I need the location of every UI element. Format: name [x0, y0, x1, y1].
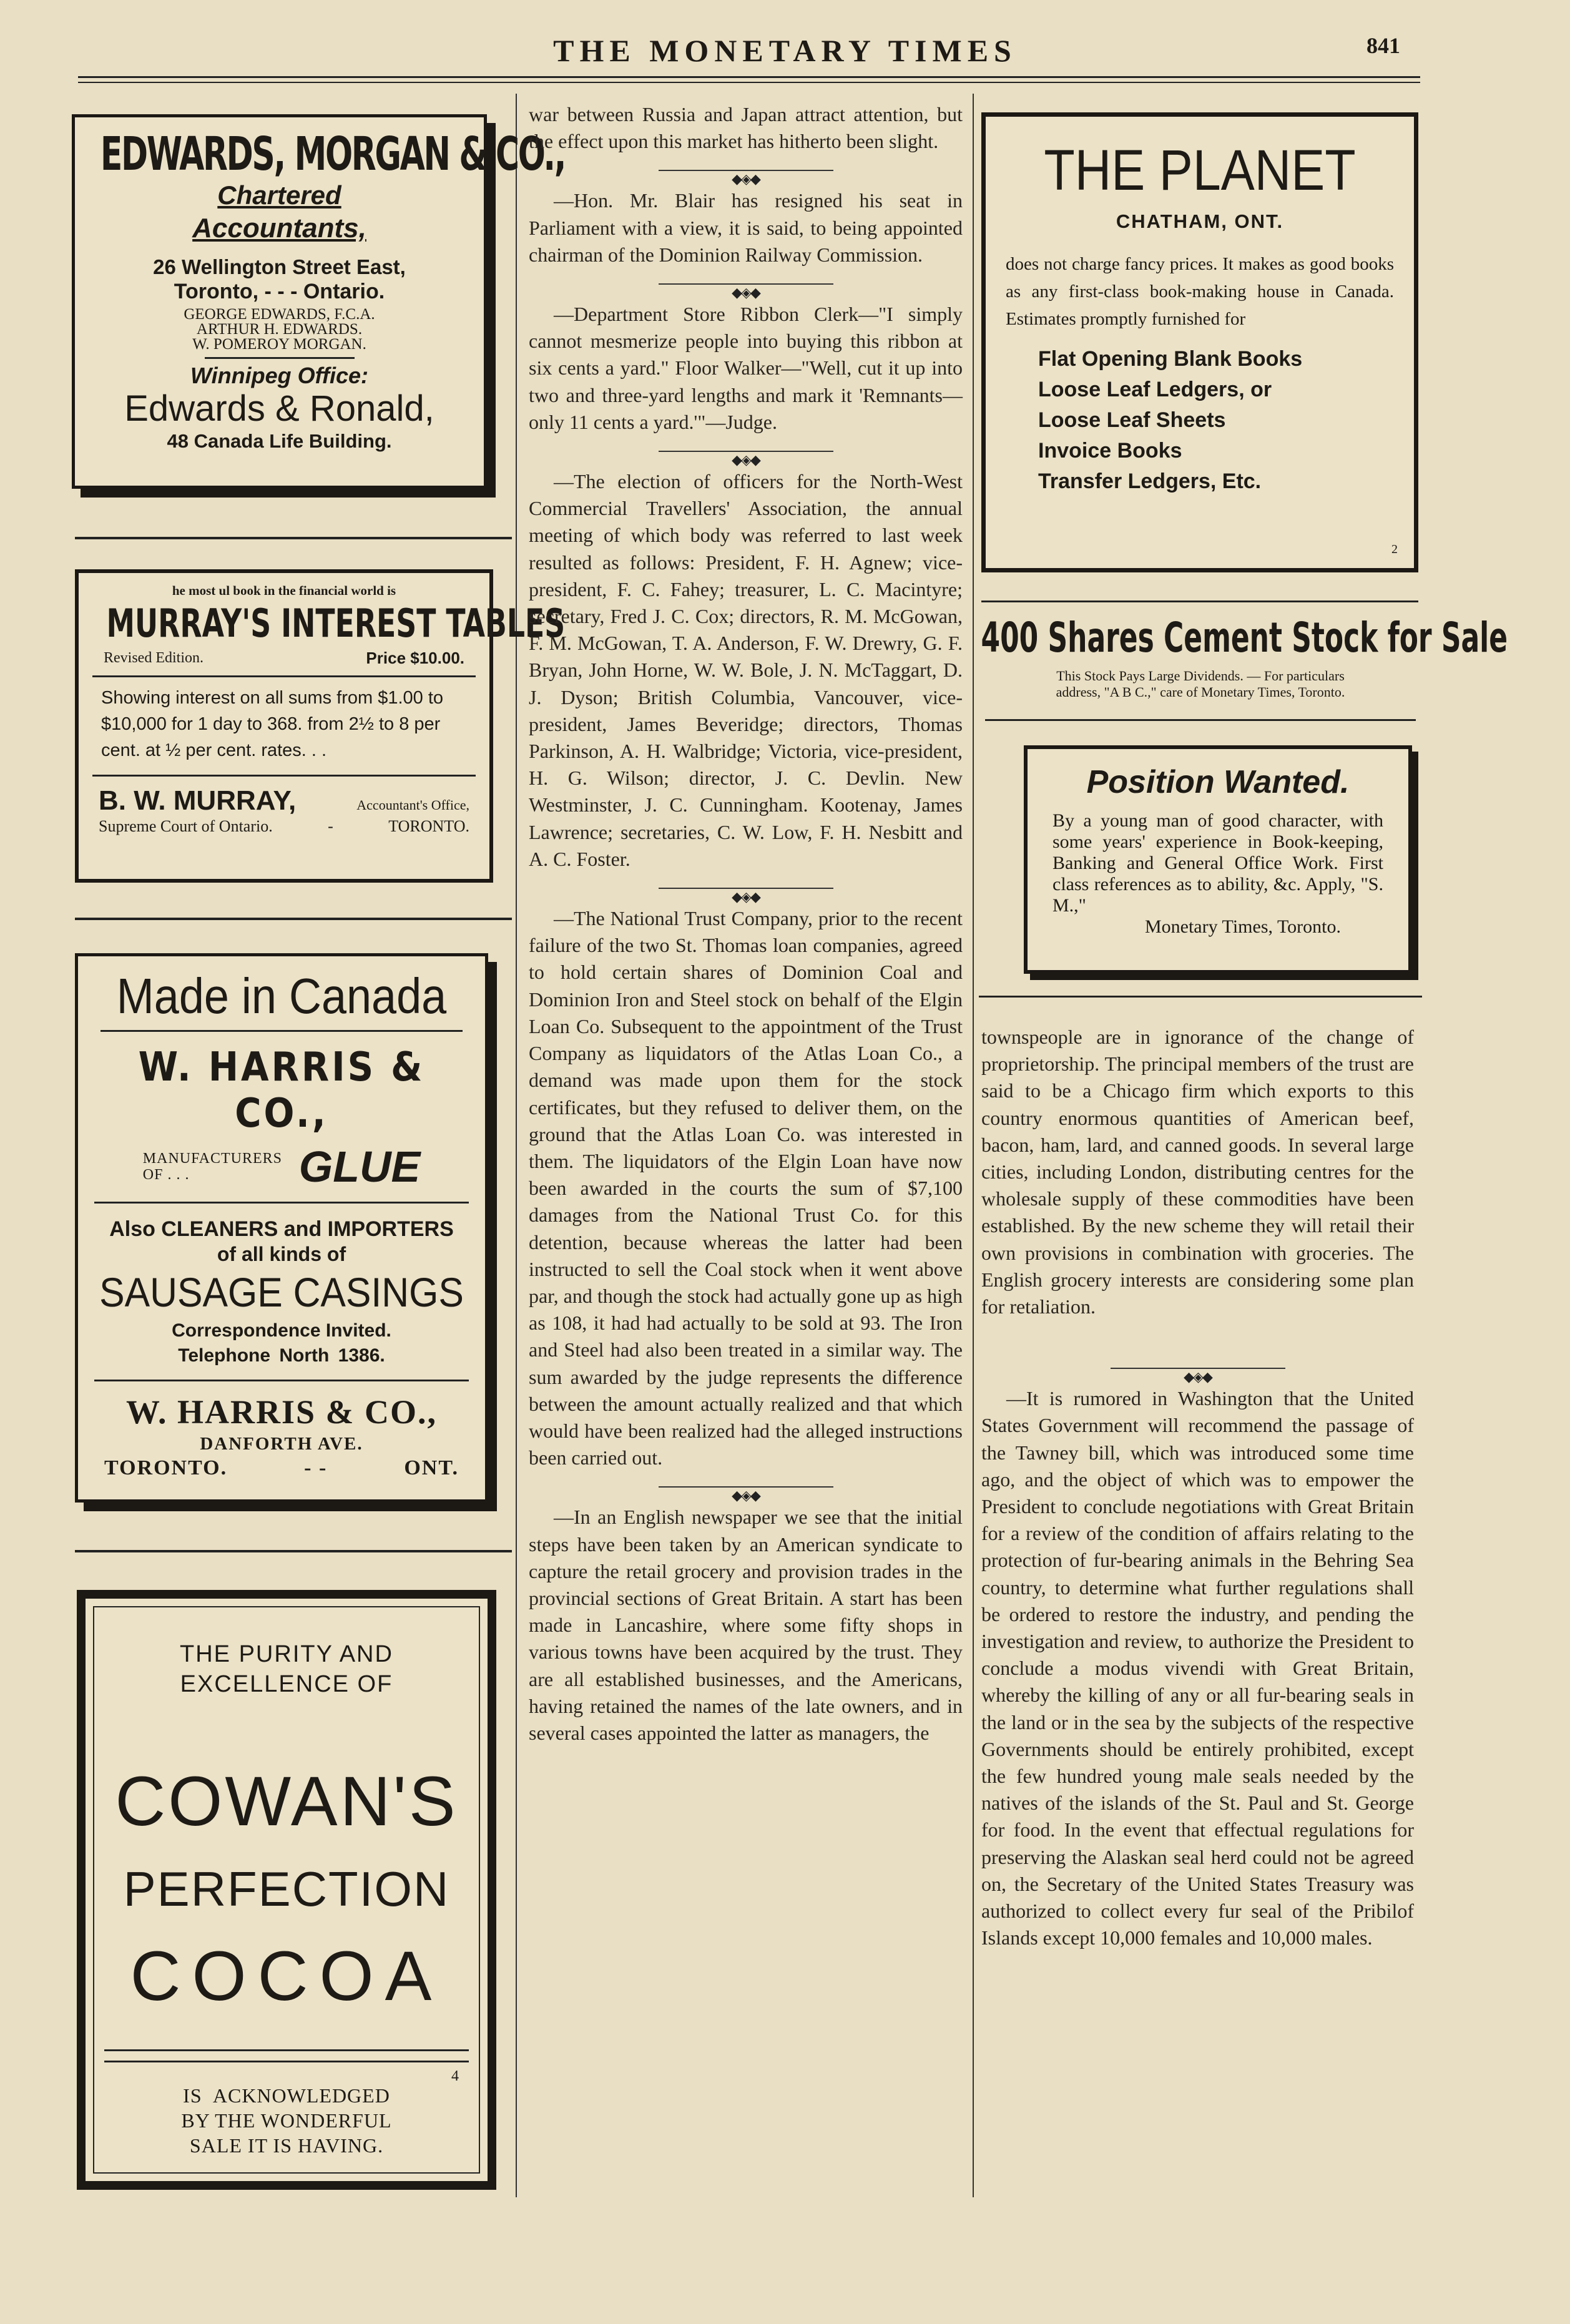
ad-murray-title: MURRAY'S INTEREST TABLES	[106, 601, 566, 646]
ad-cement-line2: address, "A B C.," care of Monetary Times, Toronto.	[1056, 684, 1345, 700]
ad-murray-name: B. W. MURRAY,	[99, 785, 297, 816]
ad-cowan-rule	[104, 2049, 469, 2051]
ad-cowan-ack: IS ACKNOWLEDGED	[183, 2084, 390, 2107]
column-3-articles	[981, 1024, 1414, 1952]
ad-cowan-wonderful: BY THE WONDERFUL	[181, 2109, 392, 2132]
ad-harris-rule-3	[94, 1380, 469, 1381]
ad-murray	[75, 569, 566, 883]
ad-planet-items	[1006, 344, 1394, 497]
article-travellers-association: —The election of officers for the North-West Commercial Travellers' Association, the annual meeting of which body was referred to last week resulted as follows: President, F. H. Agnew; vice-president, F. C. Fahey; treasurer, L. C. Macintyre; secretary, Fred J. C. Cox; directors, R. M. McGowan, F. M. McGowan, T. A. Anderson, F. W. Drewry, G. F. Bryan, John Horne, W. W. Bole, J. N. McTaggart, D. J. Dyson; British Columbia, Vancouver, vice-president, James Beveridge; directors, Thomas Parkinson, A. H. Walbridge; Victoria, vice-president, H. G. Wilson; director, J. C. Devlin. New Westminster, J. C. Cunningham. Kootenay, James Lawrence; secretaries, C. W. Low, F. H. Nesbitt and A. C. Foster.	[529, 470, 963, 870]
page-number: 841	[1366, 33, 1400, 58]
article-ribbon-clerk: —Department Store Ribbon Clerk—"I simply cannot mesmerize people into buying this ribbon at six cents a yard." Floor Walker—"Well, cut it up into two and three-yard lengths and mark it 'Remnants—only 11 cents a yard.'"—Judge.	[529, 303, 963, 433]
ad-position-title: Position Wanted.	[1086, 764, 1350, 800]
ad-harris-headline: Made in Canada	[116, 968, 447, 1024]
ad-harris-company: W. HARRIS & CO.,	[138, 1044, 425, 1137]
ad-planet-item: Transfer Ledgers, Etc.	[1038, 469, 1262, 493]
ad-harris-correspondence: Correspondence Invited.	[172, 1320, 391, 1341]
ad-edwards-partner1: GEORGE EDWARDS, F.C.A.	[184, 306, 375, 323]
header-rule	[78, 76, 1420, 78]
col1-separator-1	[75, 537, 512, 539]
ornament-1: ◆◈◆	[529, 164, 963, 177]
ad-cowan-purity: THE PURITY AND	[180, 1641, 393, 1667]
ad-murray-price: Price $10.00.	[366, 649, 464, 667]
ornament-3: ◆◈◆	[529, 444, 963, 458]
ad-murray-court-row	[92, 816, 476, 836]
col3-separator-3	[979, 996, 1422, 998]
ad-harris-rule	[101, 1030, 463, 1032]
article-english-newspaper: —In an English newspaper we see that the initial steps have been taken by an American syndicate to capture the retail grocery and provision trades in the provincial sections of Great Britain. A start has been made in Lancashire, where some fifty shops in various towns have been acquired by the trust. They are all established businesses, and the Americans, having retained the names of the late owners, and in several cases appointed the latter as managers, the	[529, 1506, 963, 1744]
col3-separator-2	[985, 719, 1416, 721]
ad-harris-cleaners: Also CLEANERS and IMPORTERS	[109, 1217, 454, 1241]
ad-murray-office: Accountant's Office,	[356, 797, 469, 813]
ad-planet-mark: 2	[1391, 542, 1398, 556]
ad-position-wanted	[1024, 745, 1412, 974]
ad-edwards-partner3: W. POMEROY MORGAN.	[192, 336, 366, 353]
ad-harris-of-all: of all kinds of	[217, 1243, 346, 1265]
ad-harris	[75, 953, 488, 1503]
ad-harris-telephone: Telephone North 1386.	[178, 1345, 385, 1366]
ornament-6: ◆◈◆	[981, 1361, 1414, 1375]
ad-edwards-office-address: 48 Canada Life Building.	[167, 430, 392, 452]
ad-edwards-line1: Chartered	[217, 180, 341, 210]
article-grocery-trust: townspeople are in ignorance of the change of proprietorship. The principal members of the trust are said to be a Chicago firm which exports to this country enormous quantities of American beef, bacon, ham, lard, and canned goods. In several large cities, including London, distributing centres for the wholesale supply of these commodities have been established. By the new scheme they will retail their own provisions in combination with groceries. The English grocery interests are considering some plan for retaliation.	[981, 1026, 1414, 1318]
ad-edwards-name: EDWARDS, MORGAN & CO.,	[100, 127, 566, 181]
ornament-4: ◆◈◆	[529, 881, 963, 895]
article-national-trust: —The National Trust Company, prior to the recent failure of the two St. Thomas loan companies, agreed to hold certain shares of Dominion Coal and Dominion Iron and Steel stock on behalf of the Elgin Loan Co. Subsequent to the appointment of the Trust Company as liquidators of the Atlas Loan Co., a demand was made upon them for the stock certificates, but they refused to deliver them, on the ground that the Atlas Loan Co. was interested in them. The liquidators of the Elgin Loan have now been awarded in the courts the sum of $7,100 damages from the National Trust Co. for this detention, because whereas the latter had been instructed to sell the Coal stock when it went above par, and though the stock had actually gone up as high as 108, it had had actually to be sold at 93. The Iron and Steel had also been treated in a similar way. The sum awarded by the judge represents the difference between the amount actually realized and that which would have been realized had the alleged instructions been carried out.	[529, 907, 963, 1469]
ad-murray-dash: -	[328, 817, 333, 835]
ad-planet-title: THE PLANET	[1044, 139, 1356, 202]
ad-cowan-rule-2	[104, 2061, 469, 2062]
ad-planet-item: Invoice Books	[1038, 439, 1182, 463]
col1-separator-3	[75, 1550, 512, 1552]
ad-cowan-cocoa: COCOA	[130, 1937, 443, 2015]
ad-murray-court: Supreme Court of Ontario.	[99, 817, 273, 835]
ad-harris-city-row	[94, 1456, 469, 1480]
ad-cowan-brand: COWAN'S	[115, 1762, 458, 1840]
ad-cement	[979, 612, 1508, 700]
ad-cement-title: 400 Shares Cement Stock for Sale	[981, 614, 1508, 662]
ad-harris-street: DANFORTH AVE.	[200, 1434, 363, 1454]
col3-separator-1	[981, 601, 1418, 602]
ad-harris-glue-row	[94, 1142, 469, 1192]
ad-cowan-sale: SALE IT IS HAVING.	[189, 2134, 384, 2157]
ad-murray-name-row	[92, 785, 476, 816]
ad-edwards-morgan	[72, 114, 566, 489]
ad-planet-item: Flat Opening Blank Books	[1038, 347, 1303, 371]
column-rule-1	[516, 94, 517, 2197]
ad-edwards-office-head: Winnipeg Office:	[190, 363, 368, 388]
ad-cowan-perfection: PERFECTION	[123, 1861, 450, 1916]
ad-edwards-line2: Accountants,	[192, 213, 366, 243]
ornament-5: ◆◈◆	[529, 1480, 963, 1494]
ad-murray-city: TORONTO.	[388, 817, 469, 835]
ad-murray-desc: Showing interest on all sums from $1.00 to $10,000 for 1 day to 368. from 2½ to 8 per cent. at ½ per cent. rates. . .	[101, 688, 444, 760]
ad-cement-line1: This Stock Pays Large Dividends. — For particulars	[1056, 668, 1345, 684]
ad-edwards-office-name: Edwards & Ronald,	[124, 388, 434, 429]
column-rule-2	[973, 94, 974, 2197]
article-tawney-bill: —It is rumored in Washington that the United States Government will recommend the passage of the Tawney bill, which was introduced some time ago, and the object of which was to empower the President to conclude negotiations with Great Britain for a review of the condition of affairs relating to the protection of fur-bearing animals in the Behring Sea country, to determine what further regulations shall be ordered to restore the industry, and pending the investigation and review, to authorize the President to conclude a modus vivendi with Great Britain, whereby the killing of any or all fur-bearing seals in the land or in the sea by the subjects of the respective Governments should be entirely prohibited, except the few hundred young male seals needed by the natives of the islands of the St. Paul and St. George for food. In the event that effectual regulations for preserving the Alaskan seal herd could not be agreed on, the Secretary of the United States Treasury was authorized to collect every fur seal of the Pribilof Islands except 10,000 females and 10,000 males.	[981, 1387, 1414, 1949]
ad-edwards-address2: Toronto, - - - Ontario.	[174, 280, 385, 303]
ad-harris-rule-2	[94, 1202, 469, 1204]
ad-edwards-rule	[205, 357, 355, 359]
ad-planet	[981, 112, 1418, 572]
ornament-2: ◆◈◆	[529, 277, 963, 291]
ad-harris-company2: W. HARRIS & CO.,	[125, 1393, 438, 1431]
column-2-articles	[529, 101, 963, 1747]
ad-murray-edition: Revised Edition.	[104, 650, 204, 666]
ad-edwards-address1: 26 Wellington Street East,	[153, 255, 406, 278]
ad-murray-edition-row	[92, 648, 476, 668]
masthead-title: THE MONETARY TIMES	[553, 33, 1017, 68]
ad-cowan	[77, 1590, 496, 2190]
article-russia-japan: war between Russia and Japan attract attention, but the effect upon this market has hitherto been slight.	[529, 103, 963, 153]
ad-edwards-partner2: ARTHUR H. EDWARDS.	[196, 321, 363, 338]
ad-position-body: By a young man of good character, with some years' experience in Book-keeping, Banking and General Office Work. First class references as to ability, &c. Apply, "S. M.,"	[1052, 810, 1383, 916]
ad-murray-rule	[92, 675, 476, 677]
article-blair: —Hon. Mr. Blair has resigned his seat in Parliament with a view, it is said, to being appointed chairman of the Dominion Railway Commission.	[529, 189, 963, 266]
ad-position-footer: Monetary Times, Toronto.	[1144, 916, 1342, 937]
ad-harris-city: TORONTO.	[104, 1456, 228, 1479]
ad-planet-item: Loose Leaf Ledgers, or	[1038, 378, 1272, 401]
ad-harris-casings: SAUSAGE CASINGS	[99, 1269, 464, 1315]
ad-cowan-excellence: EXCELLENCE OF	[180, 1671, 393, 1697]
ad-harris-manufacturers: MANUFACTURERS OF . . .	[142, 1150, 283, 1183]
ad-murray-rule-2	[92, 775, 476, 777]
ad-harris-product: GLUE	[298, 1142, 421, 1191]
ad-planet-body: does not charge fancy prices. It makes as good books as any first-class book-making house in Canada. Estimates promptly furnished for	[1006, 254, 1394, 329]
ad-planet-item: Loose Leaf Sheets	[1038, 408, 1226, 432]
ad-planet-city: CHATHAM, ONT.	[1116, 210, 1284, 232]
ad-cowan-mark: 4	[451, 2068, 459, 2084]
header-rule-2	[78, 82, 1420, 83]
ad-harris-province: ONT.	[404, 1456, 459, 1479]
ad-murray-top: he most ul book in the financial world is	[172, 583, 396, 598]
col1-separator-2	[75, 918, 512, 920]
ad-harris-dashes: - -	[304, 1456, 328, 1479]
